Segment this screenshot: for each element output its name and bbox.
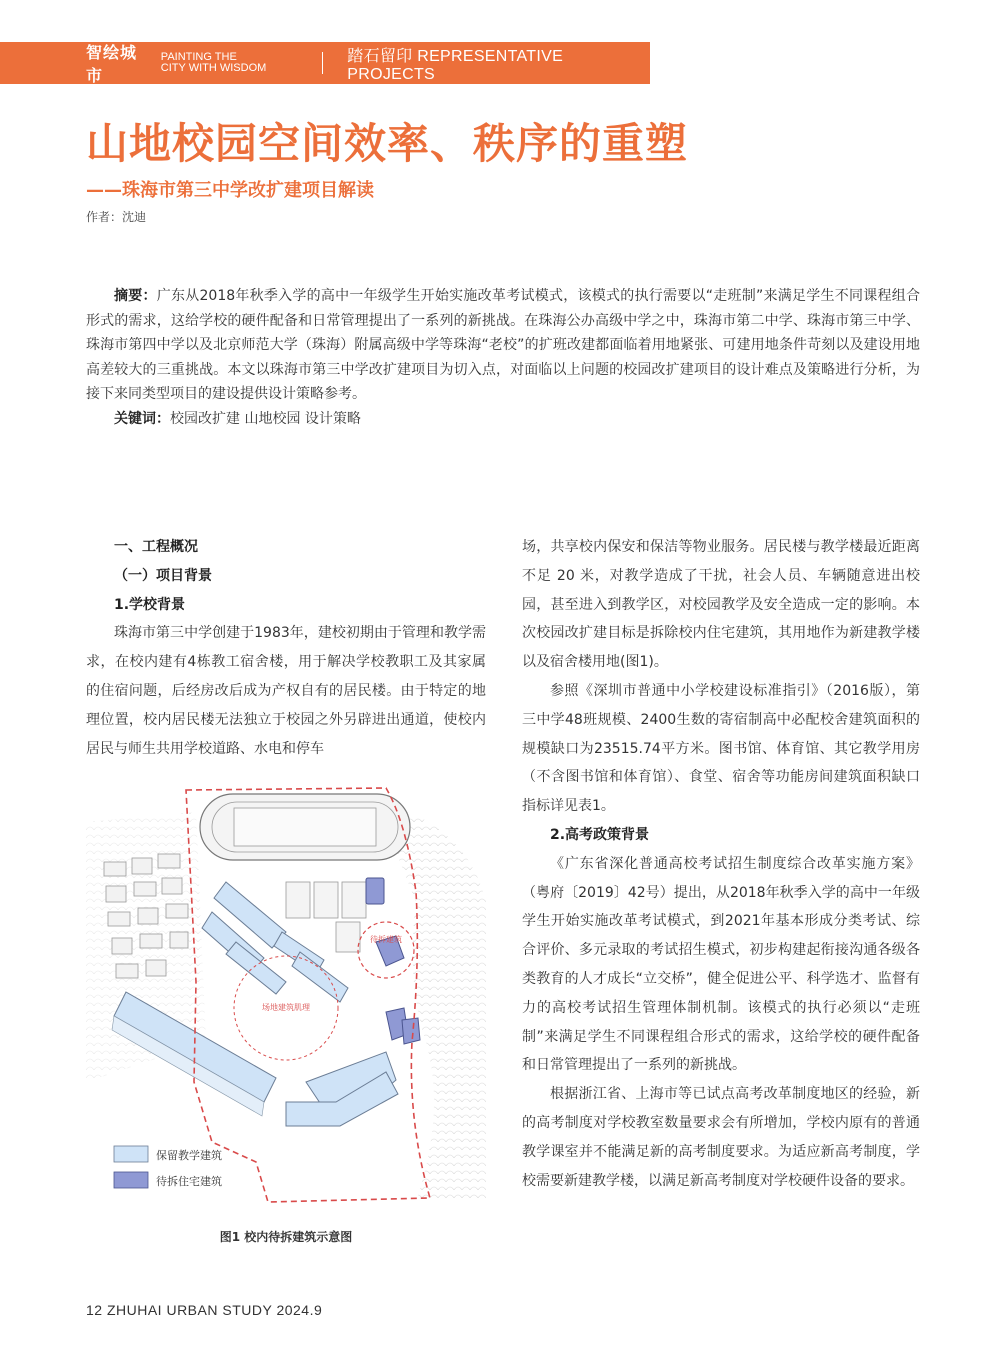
- abstract-label: 摘要：: [114, 288, 157, 304]
- abstract-paragraph: [86, 284, 920, 407]
- brand-english-line-2: CITY WITH WISDOM: [160, 62, 267, 74]
- heading-level-1: 一、工程概况: [114, 539, 198, 555]
- body-paragraph-continued: 场，共享校内保安和保洁等物业服务。居民楼与教学楼最近距离不足 20 米，对教学造成了干扰，社会人员、车辆随意进出校园，甚至进入到教学区，对校园教学及安全造成一定的影响。本次校园改扩建目标是拆除校内住宅建筑，其用地作为新建教学楼以及宿舍楼用地(图1)。: [522, 539, 920, 671]
- page-footer: 12 ZHUHAI URBAN STUDY 2024.9: [86, 1302, 323, 1318]
- keywords-text: 校园改扩建 山地校园 设计策略: [170, 410, 361, 427]
- keywords-line: [86, 407, 920, 432]
- body-paragraph: 《广东省深化普通高校考试招生制度综合改革实施方案》（粤府〔2019〕42号）提出，从2018年秋季入学的高中一年级学生开始实施改革考试模式，到2021年基本形成分类考试、综合评价、多元录取的考试招生模式，初步构建起衔接沟通各级各类教育的人才成长“立交桥”，健全促进公平、科学选才、监督有力的高校考试招生管理体制机制。该模式的执行必须以“走班制”来满足学生不同课程组合形式的需求，这给学校的硬件配备和日常管理提出了一系列的新挑战。: [522, 855, 920, 1074]
- magazine-brand-english: [161, 52, 298, 74]
- body-paragraph: 参照《深圳市普通中小学校建设标准指引》（2016版），第三中学48班规模、2400生数的寄宿制高中必配校舍建筑面积的规模缺口为23515.74平方米。图书馆、体育馆、其它教学用房（不含图书馆和体育馆）、食堂、宿舍等功能房间建筑面积缺口指标详见表1。: [522, 682, 920, 815]
- section-name: 踏石留印 REPRESENTATIVE PROJECTS: [347, 47, 564, 83]
- site-plan-figure: [86, 782, 486, 1212]
- section-header-bar: [0, 42, 650, 84]
- heading-level-2: （一）项目背景: [114, 567, 212, 584]
- abstract-block: [86, 284, 920, 431]
- left-column: [86, 533, 486, 763]
- legend-label-demolish: 待拆住宅建筑: [156, 1175, 222, 1188]
- article-subtitle: ——珠海市第三中学改扩建项目解读: [86, 180, 374, 201]
- keywords-label: 关键词：: [114, 410, 170, 427]
- figure-caption: 图1 校内待拆建筑示意图: [219, 1230, 353, 1244]
- legend-swatch-retained: [114, 1146, 148, 1162]
- article-author: 作者：沈迪: [86, 210, 147, 224]
- label-site-fabric: 场地建筑肌理: [262, 1003, 310, 1012]
- legend-swatch-demolish: [114, 1172, 148, 1188]
- abstract-text: 广东从2018年秋季入学的高中一年级学生开始实施改革考试模式，该模式的执行需要以“走班制”来满足学生不同课程组合形式的需求，这给学校的硬件配备和日常管理提出了一系列的新挑战。在珠海公办高级中学之中，珠海市第二中学、珠海市第三中学、珠海市第四中学以及北京师范大学（珠海）附属高级中学等珠海“老校”的扩班改建都面临着用地紧张、可建用地条件苛刻以及建设用地高差较大的三重挑战。本文以珠海市第三中学改扩建项目为切入点，对面临以上问题的校园改扩建项目的设计难点及策略进行分析，为接下来同类型项目的建设提供设计策略参考。: [86, 288, 921, 402]
- right-column: [522, 533, 920, 1195]
- article-title: 山地校园空间效率、秩序的重塑: [86, 119, 689, 168]
- body-paragraph: 根据浙江省、上海市等已试点高考改革制度地区的经验，新的高考制度对学校教室数量要求会有所增加，学校内原有的普通教学课室并不能满足新的高考制度要求。为适应新高考制度，学校需要新建教学楼，以满足新高考制度对学校硬件设备的要求。: [522, 1086, 920, 1189]
- heading-level-3: 2.高考政策背景: [550, 826, 650, 843]
- running-track: [200, 794, 410, 860]
- heading-level-3: 1.学校背景: [114, 596, 186, 613]
- brand-english-line-1: PAINTING THE: [160, 51, 237, 63]
- site-plan-drawing: [86, 782, 486, 1212]
- legend-label-retained: 保留教学建筑: [156, 1149, 222, 1162]
- body-paragraph: 珠海市第三中学创建于1983年，建校初期由于管理和教学需求，在校内建有4栋教工宿舍楼，用于解决学校教职工及其家属的住宿问题，后经房改后成为产权自有的居民楼。由于特定的地理位置，校内居民楼无法独立于校园之外另辟进出通道，使校内居民与师生共用学校道路、水电和停车: [86, 625, 486, 757]
- label-demolish: 待拆建筑: [370, 935, 402, 944]
- magazine-brand: 智绘城市: [86, 43, 138, 85]
- header-divider: [322, 52, 323, 74]
